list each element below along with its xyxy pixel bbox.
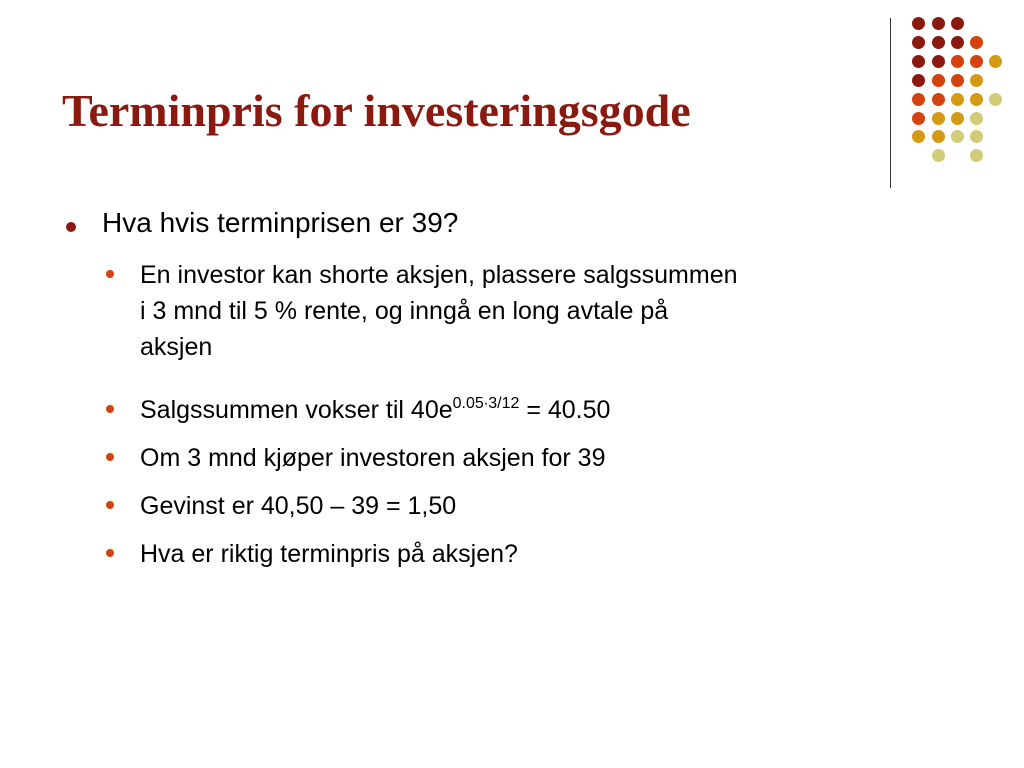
level2-bullet-icon [106,549,114,557]
decorative-dot [970,55,983,68]
decorative-dot [912,36,925,49]
bullet-0-line-2: i 3 mnd til 5 % rente, og inngå en long avtale på [140,297,669,325]
bullet-1-tail: = 40.50 [519,396,611,424]
decorative-dot [912,112,925,125]
decorative-dot [912,74,925,87]
level2-bullet-text-3: Gevinst er 40,50 – 39 = 1,50 [140,492,457,520]
decorative-dot [989,55,1002,68]
bullet-1-base: Salgssummen vokser til 40e [140,396,453,424]
level2-bullet-text-1 [140,392,970,428]
bullet-1-exponent: 0.05∙3/12 [452,395,520,412]
vertical-divider-line [890,18,891,188]
decorative-dot [912,55,925,68]
decorative-dot [970,36,983,49]
level2-bullet-icon [106,270,114,278]
level2-bullet-text-4: Hva er riktig terminpris på aksjen? [140,540,518,568]
decorative-dot [912,130,925,143]
decorative-dot [932,36,945,49]
decorative-dot [989,93,1002,106]
decorative-dot [932,112,945,125]
level2-bullet-text-2: Om 3 mnd kjøper investoren aksjen for 39 [140,444,606,472]
decorative-dot [951,55,964,68]
level1-bullet-text: Hva hvis terminprisen er 39? [102,207,459,238]
decorative-dot [932,93,945,106]
level2-bullet-icon [106,453,114,461]
decorative-dot [932,149,945,162]
decorative-dot [932,130,945,143]
decorative-dot [970,112,983,125]
decorative-dot [951,17,964,30]
decorative-dot [912,17,925,30]
decorative-dot [912,93,925,106]
decorative-dot [970,93,983,106]
decorative-dot [951,36,964,49]
decorative-dot [951,112,964,125]
decorative-dot [970,74,983,87]
slide-title: Terminpris for investeringsgode [62,85,691,136]
decorative-dot [932,55,945,68]
decorative-dot [951,74,964,87]
bullet-0-line-3: aksjen [140,333,213,361]
decorative-dot [932,17,945,30]
decorative-dot [970,130,983,143]
decorative-dot [932,74,945,87]
bullet-0-line-1: En investor kan shorte aksjen, plassere salgssummen [140,261,738,289]
level2-bullet-text-0 [140,257,970,365]
decorative-dot [970,149,983,162]
decorative-dot [951,130,964,143]
decorative-dot [951,93,964,106]
level2-bullet-icon [106,405,114,413]
level2-bullet-icon [106,501,114,509]
level1-bullet-icon [66,222,76,232]
